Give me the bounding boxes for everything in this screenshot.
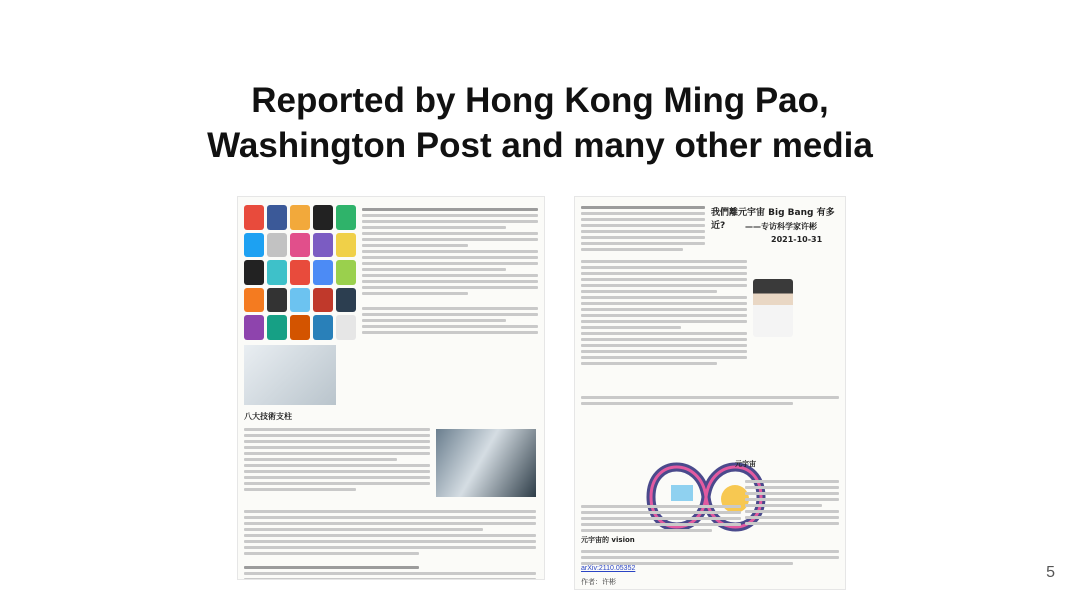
newspaper-clipping-left <box>238 197 544 579</box>
illustration-caption: 元宇宙 <box>735 461 756 468</box>
app-icon-grid-image <box>244 205 356 340</box>
article-byline: ——专访科学家许彬 <box>745 222 817 231</box>
reference-author: 作者：许彬 <box>581 579 616 586</box>
article-intro-text <box>581 203 705 254</box>
article-body-right-3 <box>581 502 741 535</box>
slide-title-line-1: Reported by Hong Kong Ming Pao, <box>251 81 829 120</box>
vr-photo <box>436 429 536 497</box>
article-headline: 我們離元宇宙 Big Bang 有多近? <box>711 208 835 231</box>
article-text-column <box>362 205 538 337</box>
newspaper-clipping-right <box>575 197 845 589</box>
scientist-portrait-photo <box>753 279 793 337</box>
article-body-right-2 <box>581 393 839 408</box>
slide-title <box>0 78 1080 168</box>
article-side-column <box>745 477 839 528</box>
section-heading: 八大技術支柱 <box>244 412 292 421</box>
article-body-2 <box>244 507 536 579</box>
article-date: 2021-10-31 <box>771 235 823 244</box>
reference-link[interactable]: arXiv:2110.05352 <box>581 565 636 572</box>
section-heading-right: 元宇宙的 vision <box>581 536 635 544</box>
page-number: 5 <box>1046 564 1055 581</box>
article-body-1 <box>244 425 430 494</box>
phone-photo <box>244 345 336 405</box>
article-body-right-1 <box>581 257 747 368</box>
slide-title-line-2: Washington Post and many other media <box>207 126 873 165</box>
